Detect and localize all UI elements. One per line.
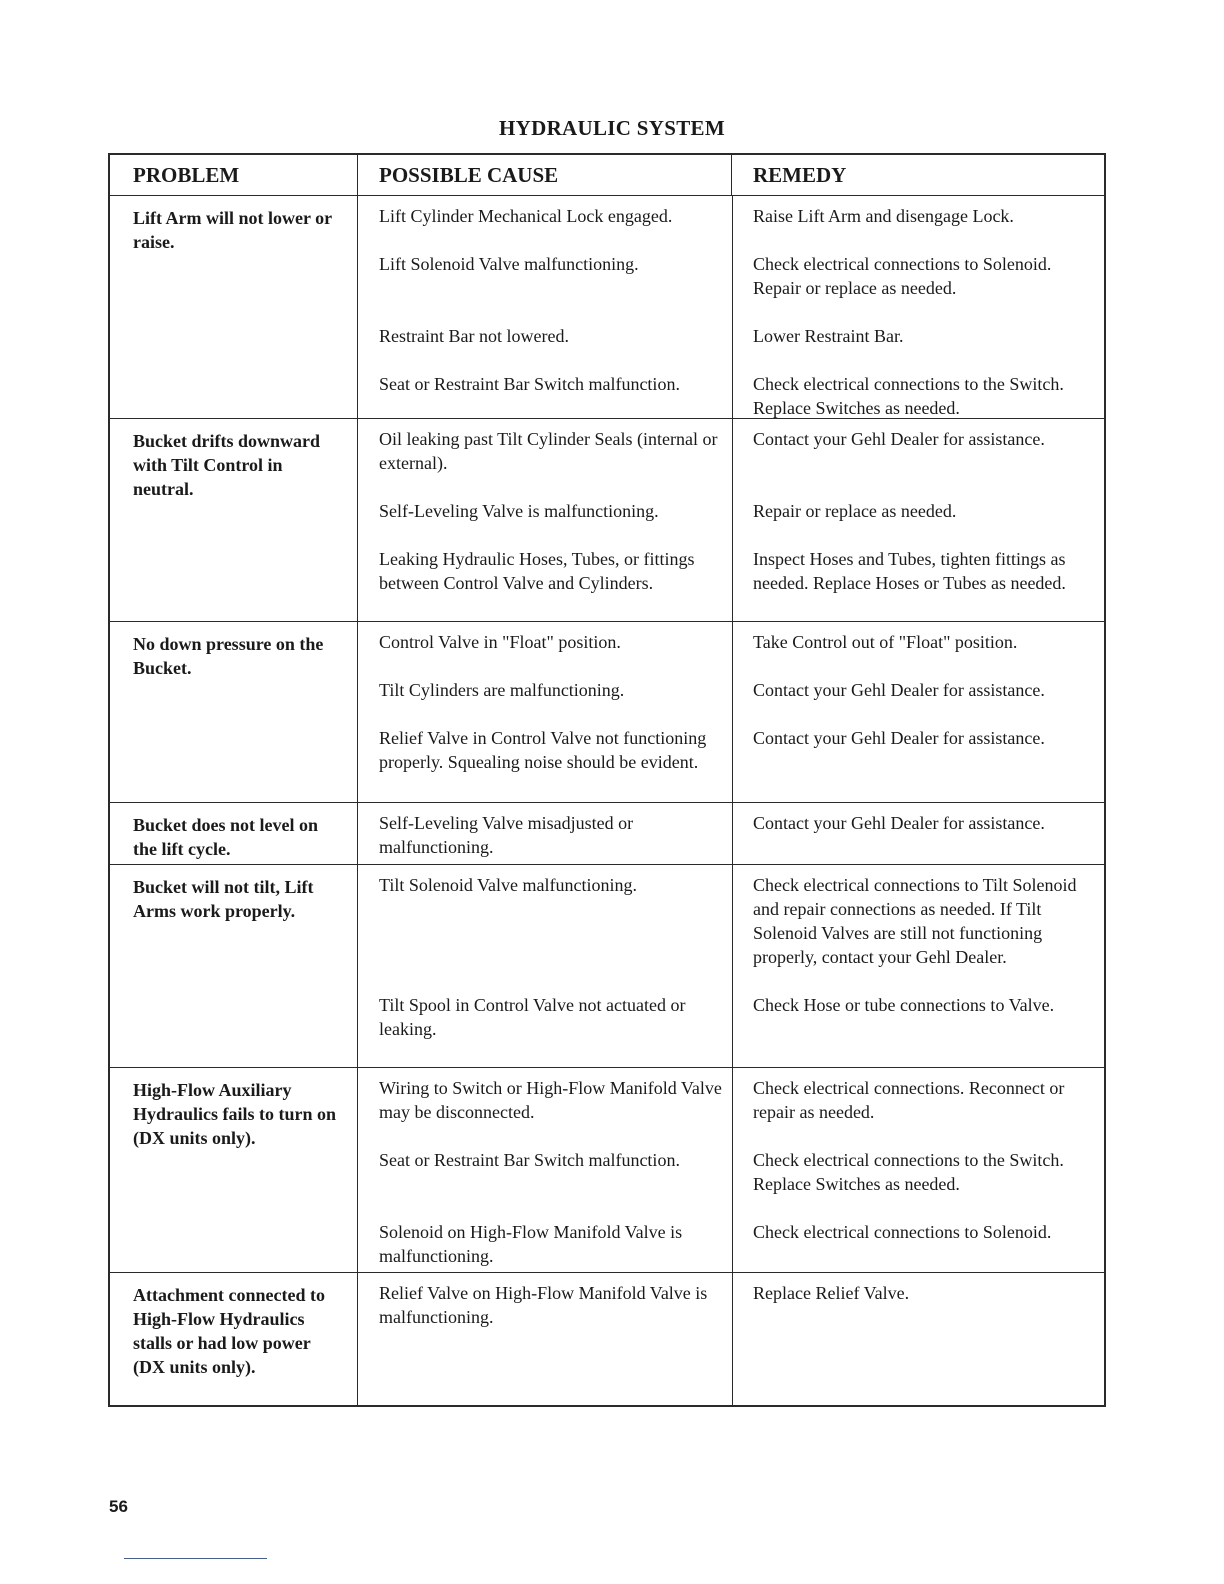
- possible-cause-text: Self-Leveling Valve misadjusted or malfunctioning.: [379, 813, 634, 857]
- problem-text: High-Flow Auxiliary Hydraulics fails to turn on (DX units only).: [133, 1080, 337, 1148]
- possible-cause-text: Oil leaking past Tilt Cylinder Seals (internal or external).: [379, 429, 718, 473]
- table-row: [110, 802, 1104, 864]
- cause-remedy-group: [358, 196, 1104, 418]
- problem-text: Bucket will not tilt, Lift Arms work properly.: [133, 877, 314, 921]
- header-remedy: REMEDY: [753, 162, 847, 187]
- cause-remedy-pair: [358, 1281, 1104, 1329]
- remedy-text: Check electrical connections to Tilt Solenoid and repair connections as needed. If Tilt Solenoid Valves are still not functioning properly, contact your Gehl Dealer.: [753, 875, 1077, 967]
- problem-cell: [110, 1273, 358, 1405]
- remedy-text: Lower Restraint Bar.: [753, 326, 904, 346]
- remedy-text: Contact your Gehl Dealer for assistance.: [753, 680, 1045, 700]
- cause-remedy-pair: [358, 427, 1104, 475]
- cause-remedy-pair: [358, 1076, 1104, 1124]
- possible-cause-text: Seat or Restraint Bar Switch malfunction.: [379, 1150, 680, 1170]
- header-problem: PROBLEM: [110, 155, 358, 195]
- table-body: [110, 195, 1104, 1405]
- remedy-text: Repair or replace as needed.: [753, 501, 957, 521]
- table-row: [110, 418, 1104, 621]
- possible-cause-text: Lift Cylinder Mechanical Lock engaged.: [379, 206, 673, 226]
- possible-cause-text: Tilt Spool in Control Valve not actuated or leaking.: [379, 995, 686, 1039]
- possible-cause-text: Tilt Cylinders are malfunctioning.: [379, 680, 625, 700]
- cause-remedy-pair: [358, 811, 1104, 859]
- remedy-text: Contact your Gehl Dealer for assistance.: [753, 728, 1045, 748]
- remedy-text: Check electrical connections to the Switch. Replace Switches as needed.: [753, 1150, 1064, 1194]
- cause-remedy-pair: [358, 252, 1104, 300]
- remedy-text: Replace Relief Valve.: [753, 1283, 910, 1303]
- possible-cause-text: Self-Leveling Valve is malfunctioning.: [379, 501, 659, 521]
- problem-text: Bucket drifts downward with Tilt Control in neutral.: [133, 431, 321, 499]
- remedy-text: Check electrical connections to Solenoid. Repair or replace as needed.: [753, 254, 1052, 298]
- table-row: [110, 1067, 1104, 1272]
- remedy-text: Check Hose or tube connections to Valve.: [753, 995, 1055, 1015]
- cause-remedy-group: [358, 419, 1104, 621]
- cause-remedy-pair: [358, 630, 1104, 654]
- cause-remedy-pair: [358, 372, 1104, 420]
- cause-remedy-pair: [358, 1148, 1104, 1196]
- table-row: [110, 621, 1104, 802]
- remedy-text: Take Control out of "Float" position.: [753, 632, 1018, 652]
- problem-text: No down pressure on the Bucket.: [133, 634, 324, 678]
- possible-cause-text: Lift Solenoid Valve malfunctioning.: [379, 254, 639, 274]
- remedy-text: Raise Lift Arm and disengage Lock.: [753, 206, 1014, 226]
- possible-cause-text: Relief Valve on High-Flow Manifold Valve is malfunctioning.: [379, 1283, 708, 1327]
- remedy-text: Contact your Gehl Dealer for assistance.: [753, 813, 1045, 833]
- remedy-text: Check electrical connections to Solenoid.: [753, 1222, 1052, 1242]
- cause-remedy-group: [358, 1273, 1104, 1405]
- possible-cause-text: Relief Valve in Control Valve not functioning properly. Squealing noise should be evident.: [379, 728, 707, 772]
- page-number: 56: [109, 1497, 128, 1516]
- cause-remedy-group: [358, 622, 1104, 802]
- problem-text: Attachment connected to High-Flow Hydraulics stalls or had low power (DX units only).: [133, 1285, 325, 1377]
- cause-remedy-pair: [358, 324, 1104, 348]
- cause-remedy-pair: [358, 678, 1104, 702]
- header-possible-cause: POSSIBLE CAUSE: [358, 155, 732, 195]
- table-row: [110, 864, 1104, 1067]
- cause-remedy-pair: [358, 873, 1104, 969]
- remedy-text: Check electrical connections. Reconnect or repair as needed.: [753, 1078, 1065, 1122]
- table-header-row: [110, 155, 1104, 195]
- remedy-text: Contact your Gehl Dealer for assistance.: [753, 429, 1045, 449]
- possible-cause-text: Tilt Solenoid Valve malfunctioning.: [379, 875, 638, 895]
- cause-remedy-group: [358, 803, 1104, 864]
- cause-remedy-pair: [358, 726, 1104, 774]
- problem-cell: [110, 419, 358, 621]
- cause-remedy-pair: [358, 547, 1104, 595]
- cause-remedy-pair: [358, 204, 1104, 228]
- cause-remedy-pair: [358, 1220, 1104, 1268]
- cause-remedy-pair: [358, 499, 1104, 523]
- remedy-text: Inspect Hoses and Tubes, tighten fittings as needed. Replace Hoses or Tubes as needed.: [753, 549, 1066, 593]
- problem-cell: [110, 865, 358, 1067]
- possible-cause-text: Leaking Hydraulic Hoses, Tubes, or fittings between Control Valve and Cylinders.: [379, 549, 695, 593]
- table-row: [110, 1272, 1104, 1405]
- cause-remedy-pair: [358, 993, 1104, 1041]
- problem-cell: [110, 1068, 358, 1272]
- table-row: [110, 195, 1104, 418]
- problem-text: Bucket does not level on the lift cycle.: [133, 815, 319, 859]
- possible-cause-text: Control Valve in "Float" position.: [379, 632, 621, 652]
- possible-cause-text: Wiring to Switch or High-Flow Manifold Valve may be disconnected.: [379, 1078, 722, 1122]
- footer-rule: [124, 1558, 267, 1559]
- remedy-text: Check electrical connections to the Switch. Replace Switches as needed.: [753, 374, 1064, 418]
- troubleshooting-table: [108, 153, 1106, 1407]
- problem-cell: [110, 196, 358, 418]
- cause-remedy-group: [358, 865, 1104, 1067]
- problem-cell: [110, 803, 358, 864]
- problem-text: Lift Arm will not lower or raise.: [133, 208, 332, 252]
- page-title: HYDRAULIC SYSTEM: [499, 116, 725, 140]
- possible-cause-text: Seat or Restraint Bar Switch malfunction.: [379, 374, 680, 394]
- problem-cell: [110, 622, 358, 802]
- possible-cause-text: Restraint Bar not lowered.: [379, 326, 569, 346]
- possible-cause-text: Solenoid on High-Flow Manifold Valve is malfunctioning.: [379, 1222, 683, 1266]
- cause-remedy-group: [358, 1068, 1104, 1272]
